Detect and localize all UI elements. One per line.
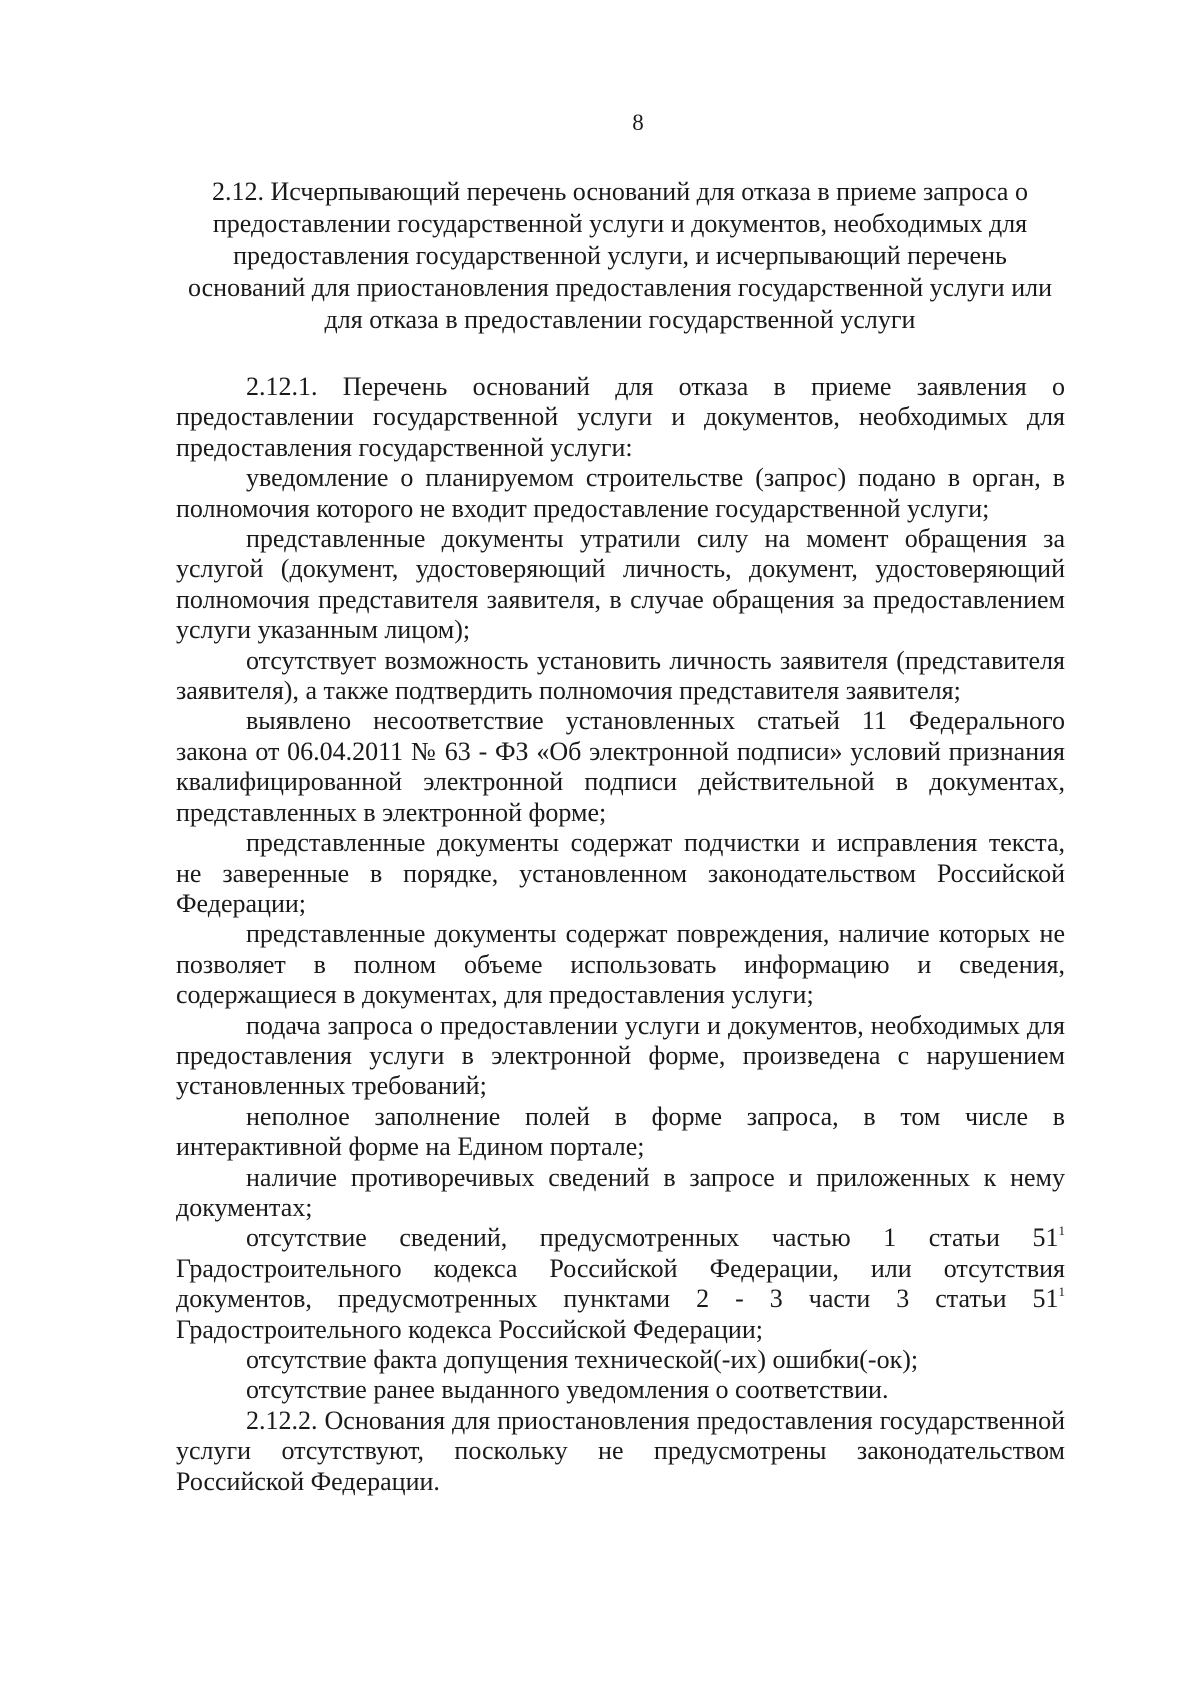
list-item: подача запроса о предоставлении услуги и документов, необходимых для предоставления услуги в электронной форме, произведена с нарушением установленных требований; [176,1010,1065,1101]
body-text [176,372,1065,1497]
article-text-part: Градостроительного кодекса Российской Федерации, или отсутствия документов, предусмотренных пунктами 2 - 3 части 3 статьи 51 [176,1253,1065,1314]
clause-2-12-2: 2.12.2. Основания для приостановления предоставления государственной услуги отсутствуют, поскольку не предусмотрены законодательством Российской Федерации. [176,1405,1065,1496]
list-item: уведомление о планируемом строительстве (запрос) подано в орган, в полномочия которого не входит предоставление государственной услуги; [176,463,1065,523]
heading-line: 2.12. Исчерпывающий перечень оснований для отказа в приеме запроса о [212,177,1028,206]
heading-line: оснований для приостановления предоставления государственной услуги или [187,273,1053,302]
section-heading [175,176,1065,336]
list-item: отсутствие ранее выданного уведомления о соответствии. [246,1375,889,1405]
heading-line: предоставления государственной услуги, и исчерпывающий перечень [233,241,1007,270]
list-item: представленные документы содержат повреждения, наличие которых не позволяет в полном объеме использовать информацию и сведения, содержащиеся в документах, для предоставления услуги; [176,919,1065,1010]
heading-line: предоставлении государственной услуги и документов, необходимых для [212,209,1028,238]
list-item: отсутствие факта допущения технической(-их) ошибки(-ок); [246,1345,919,1374]
list-item: отсутствует возможность установить личность заявителя (представителя заявителя), а также подтвердить полномочия представителя заявителя; [176,645,1065,706]
list-item: наличие противоречивых сведений в запросе и приложенных к нему документах; [176,1162,1065,1222]
superscript: 1 [1058,1284,1065,1300]
list-item: представленные документы утратили силу на момент обращения за услугой (документ, удостоверяющий личность, документ, удостоверяющий полномочия представителя заявителя, в случае обращения за предоставлением услуги указанным лицом); [176,524,1065,645]
article-text-part: отсутствие сведений, предусмотренных частью 1 статьи 51 [246,1223,1059,1253]
list-item: представленные документы содержат подчистки и исправления текста, не заверенные в порядке, установленном законодательством Российской Федерации; [176,828,1065,918]
superscript: 1 [1058,1223,1065,1239]
list-item: выявлено несоответствие установленных статьей 11 Федерального закона от 06.04.2011 № 63 - ФЗ «Об электронной подписи» условий признания квалифицированной электронной подписи действительной в документах, представленных в электронной форме; [176,706,1065,827]
list-item: неполное заполнение полей в форме запроса, в том числе в интерактивной форме на Едином портале; [176,1101,1065,1162]
list-item-article [176,1223,1065,1345]
page-number: 8 [632,110,644,135]
clause-2-12-1-intro: 2.12.1. Перечень оснований для отказа в приеме заявления о предоставлении государственной услуги и документов, необходимых для предоставления государственной услуги: [176,372,1065,462]
heading-line: для отказа в предоставлении государственной услуги [324,305,916,334]
article-text-part: Градостроительного кодекса Российской Федерации; [176,1314,763,1344]
